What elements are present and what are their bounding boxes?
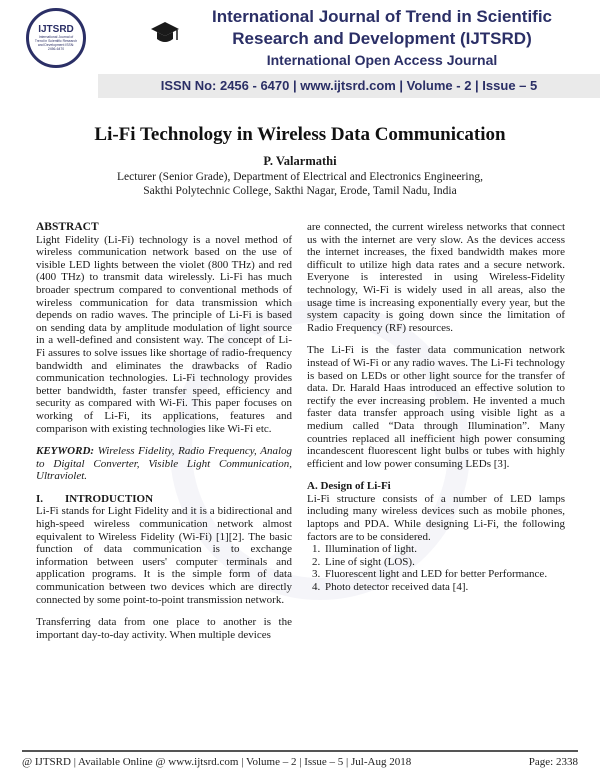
page-number: Page: 2338 — [528, 756, 578, 768]
keywords — [36, 445, 292, 483]
keyword-label: KEYWORD: — [36, 445, 95, 458]
list-item: 2. Line of sight (LOS). — [323, 556, 565, 569]
paper-author: P. Valarmathi — [263, 154, 337, 168]
left-column — [36, 221, 292, 641]
issn-bar: ISSN No: 2456 - 6470 | www.ijtsrd.com | Volume - 2 | Issue – 5 — [98, 74, 600, 98]
journal-subtitle: International Open Access Journal — [266, 52, 498, 68]
right-column — [307, 221, 565, 594]
introduction-paragraph-2: Transferring data from one place to another is the important day-to-day activity. When multiple devices — [36, 616, 292, 641]
paper-title: Li-Fi Technology in Wireless Data Communication — [94, 124, 506, 145]
page-footer — [22, 750, 578, 772]
footer-citation: @ IJTSRD | Available Online @ www.ijtsrd.com | Volume – 2 | Issue – 5 | Jul-Aug 2018 — [22, 756, 412, 768]
list-item: 3. Fluorescent light and LED for better Performance. — [323, 568, 565, 581]
right-paragraph-1: are connected, the current wireless networks that connect us with the internet are very slow. As the devices access the internet increases, the fixed bandwidth makes more difficult to utilize high data rates and a secure network. Everyone is interested in using Wireless-Fidelity technology, Wi-Fi is widely used in all areas, also the usage time is increasing exponentially every year, but the system capacity is going down since the limitation of Radio Frequency (RF) resources. — [307, 221, 565, 334]
journal-header — [0, 0, 600, 108]
affiliation-line-2: Sakthi Polytechnic College, Sakthi Nagar, Erode, Tamil Nadu, India — [143, 185, 457, 197]
design-text: Li-Fi structure consists of a number of LED lamps including many wireless devices such as mobile phones, laptops and PDA. While designing Li-Fi, the following factors are to be considered. — [307, 492, 565, 543]
affiliation-line-1: Lecturer (Senior Grade), Department of Electrical and Electronics Engineering, — [117, 171, 483, 183]
abstract-heading: ABSTRACT — [36, 221, 99, 233]
list-item: 1. Illumination of light. — [323, 543, 565, 556]
journal-title: International Journal of Trend in Scientific Research and Development (IJTSRD) — [211, 7, 553, 48]
abstract-text: Light Fidelity (Li-Fi) technology is a novel method of wireless communication network based on the use of visible LED lights between the violet (800 THz) and red (400 THz) to transmit data wirelessly. Li-Fi has much broader spectrum compared to conventional methods of wireless communication for data transmission which depends on radio waves. The principle of Li-Fi is based on sending data by amplitude modulation of light source in a well-defined and consistent way. The concept of Li-Fi assures to solve issues like shortage of radio-frequency bandwidth and eliminates the drawbacks of Radio communication technologies. Li-Fi technology provides better bandwidth, faster transfer speed, efficiency and security as compared with Wi-Fi. This paper focuses on working of Li-Fi, its applications, features and comparison with existing technologies like Wi-Fi etc. — [36, 233, 292, 435]
author-affiliation — [0, 170, 600, 198]
logo-ring-text: International Journal of Trend in Scientific Research and Development ISSN: 2456-6470 — [34, 34, 78, 52]
right-paragraph-2: The Li-Fi is the faster data communication network instead of Wi-Fi or any radio waves. The Li-Fi technology is based on LEDs or other light source for the transfer of data. Dr. Harald Haas introduced an effective solution to rectify the ever increasing problem. He invented a much faster data transfer approach using visible light as a medium called “Data through Illumination”. Many countries replaced all inefficient high power consuming incandescent fluorescent light bulbs or tubes with highly efficient and low power consuming LEDs [3]. — [307, 344, 565, 470]
graduation-cap-icon — [150, 20, 180, 48]
ijtsrd-logo — [26, 8, 86, 68]
keyword-text: Wireless Fidelity, Radio Frequency, Analog to Digital Converter, Visible Light Communication, Ultraviolet. — [36, 445, 292, 483]
design-factor-list — [307, 543, 565, 593]
introduction-paragraph-1: Li-Fi stands for Light Fidelity and it is a bidirectional and high-speed wireless communication network almost equivalent to Wireless Fidelity (Wi-Fi) [1][2]. The basic function of data communication is to exchange information between users' computer terminals and application programs. It is the simple form of data communication between two devices which are directly connected by some point-to-point transmission network. — [36, 505, 292, 606]
logo-mark: IJTSRD — [38, 23, 74, 35]
design-heading: A. Design of Li-Fi — [307, 480, 391, 493]
introduction-heading: I. INTRODUCTION — [36, 492, 154, 505]
list-item: 4. Photo detector received data [4]. — [323, 581, 565, 594]
